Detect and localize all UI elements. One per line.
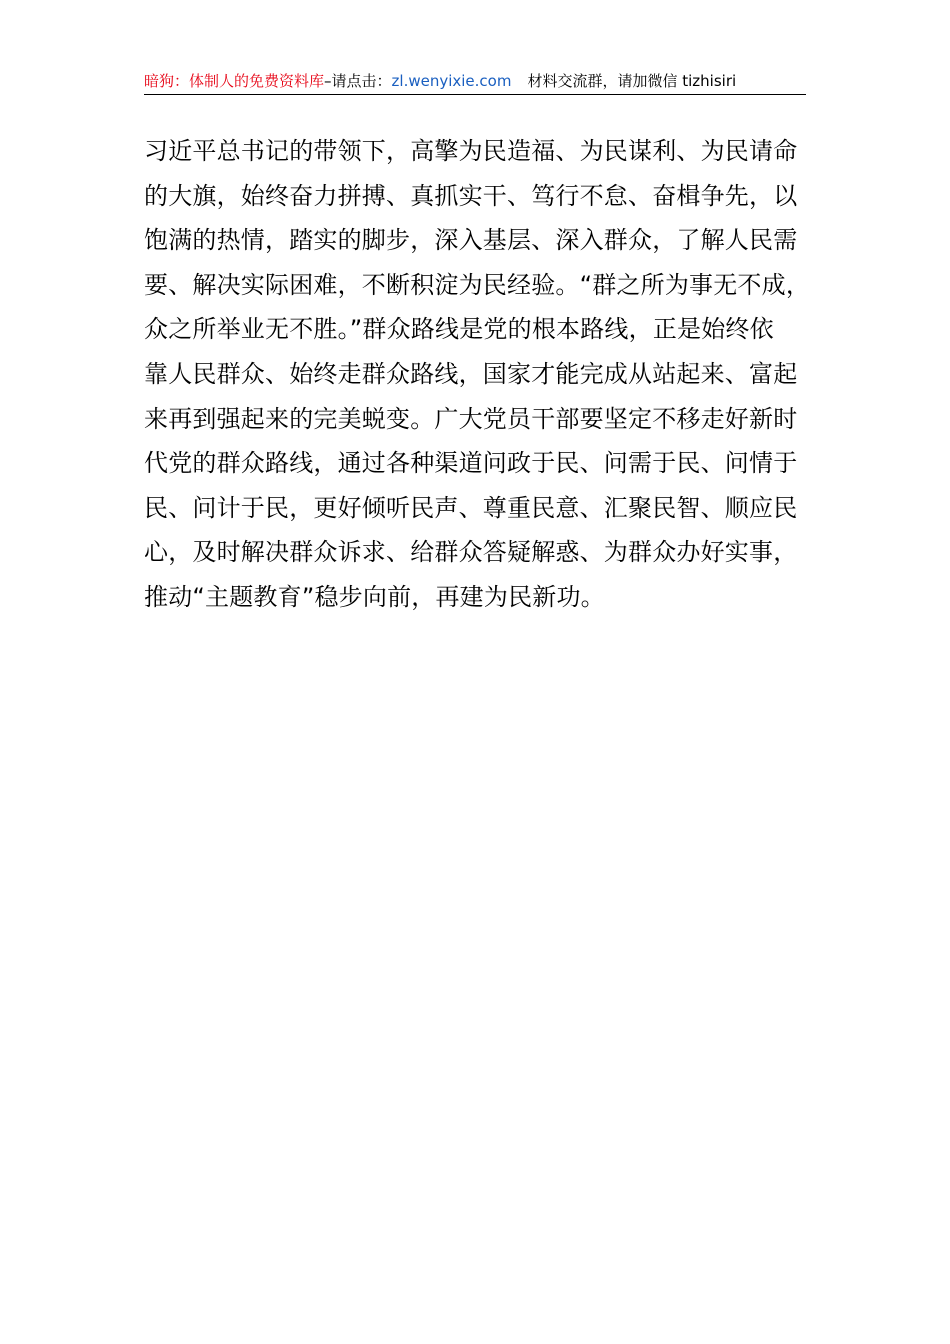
text-line: 靠人民群众、始终走群众路线，国家才能完成从站起来、富起 [144,359,798,388]
text-line: 饱满的热情，踏实的脚步，深入基层、深入群众，了解人民需 [144,226,798,255]
site-url-link[interactable]: zl.wenyixie.com [391,72,512,90]
text-line: 来再到强起来的完美蜕变。广大党员干部要坚定不移走好新时 [144,404,798,433]
text-line: 要、解决实际困难，不断积淀为民经验。“群之所为事无不成， [144,270,811,299]
text-line: 推动“主题教育”稳步向前，再建为民新功。 [144,582,605,611]
text-line: 民、问计于民，更好倾听民声、尊重民意、汇聚民智、顺应民 [144,493,798,522]
wechat-group-note: 材料交流群，请加微信 tizhisiri [527,72,737,90]
click-prompt: –请点击： [324,72,392,90]
page-header [144,68,806,95]
body-paragraph [144,129,812,620]
text-line: 习近平总书记的带领下，高擎为民造福、为民谋利、为民请命 [144,137,798,165]
text-line: 众之所举业无不胜。”群众路线是党的根本路线，正是始终依 [144,315,774,344]
text-line: 代党的群众路线，通过各种渠道问政于民、问需于民、问情于 [144,449,798,478]
site-name: 暗狗：体制人的免费资料库 [144,72,325,90]
text-line: 心，及时解决群众诉求、给群众答疑解惑、为群众办好实事， [144,538,798,567]
text-line: 的大旗，始终奋力拼搏、真抓实干、笃行不怠、奋楫争先，以 [144,181,798,210]
